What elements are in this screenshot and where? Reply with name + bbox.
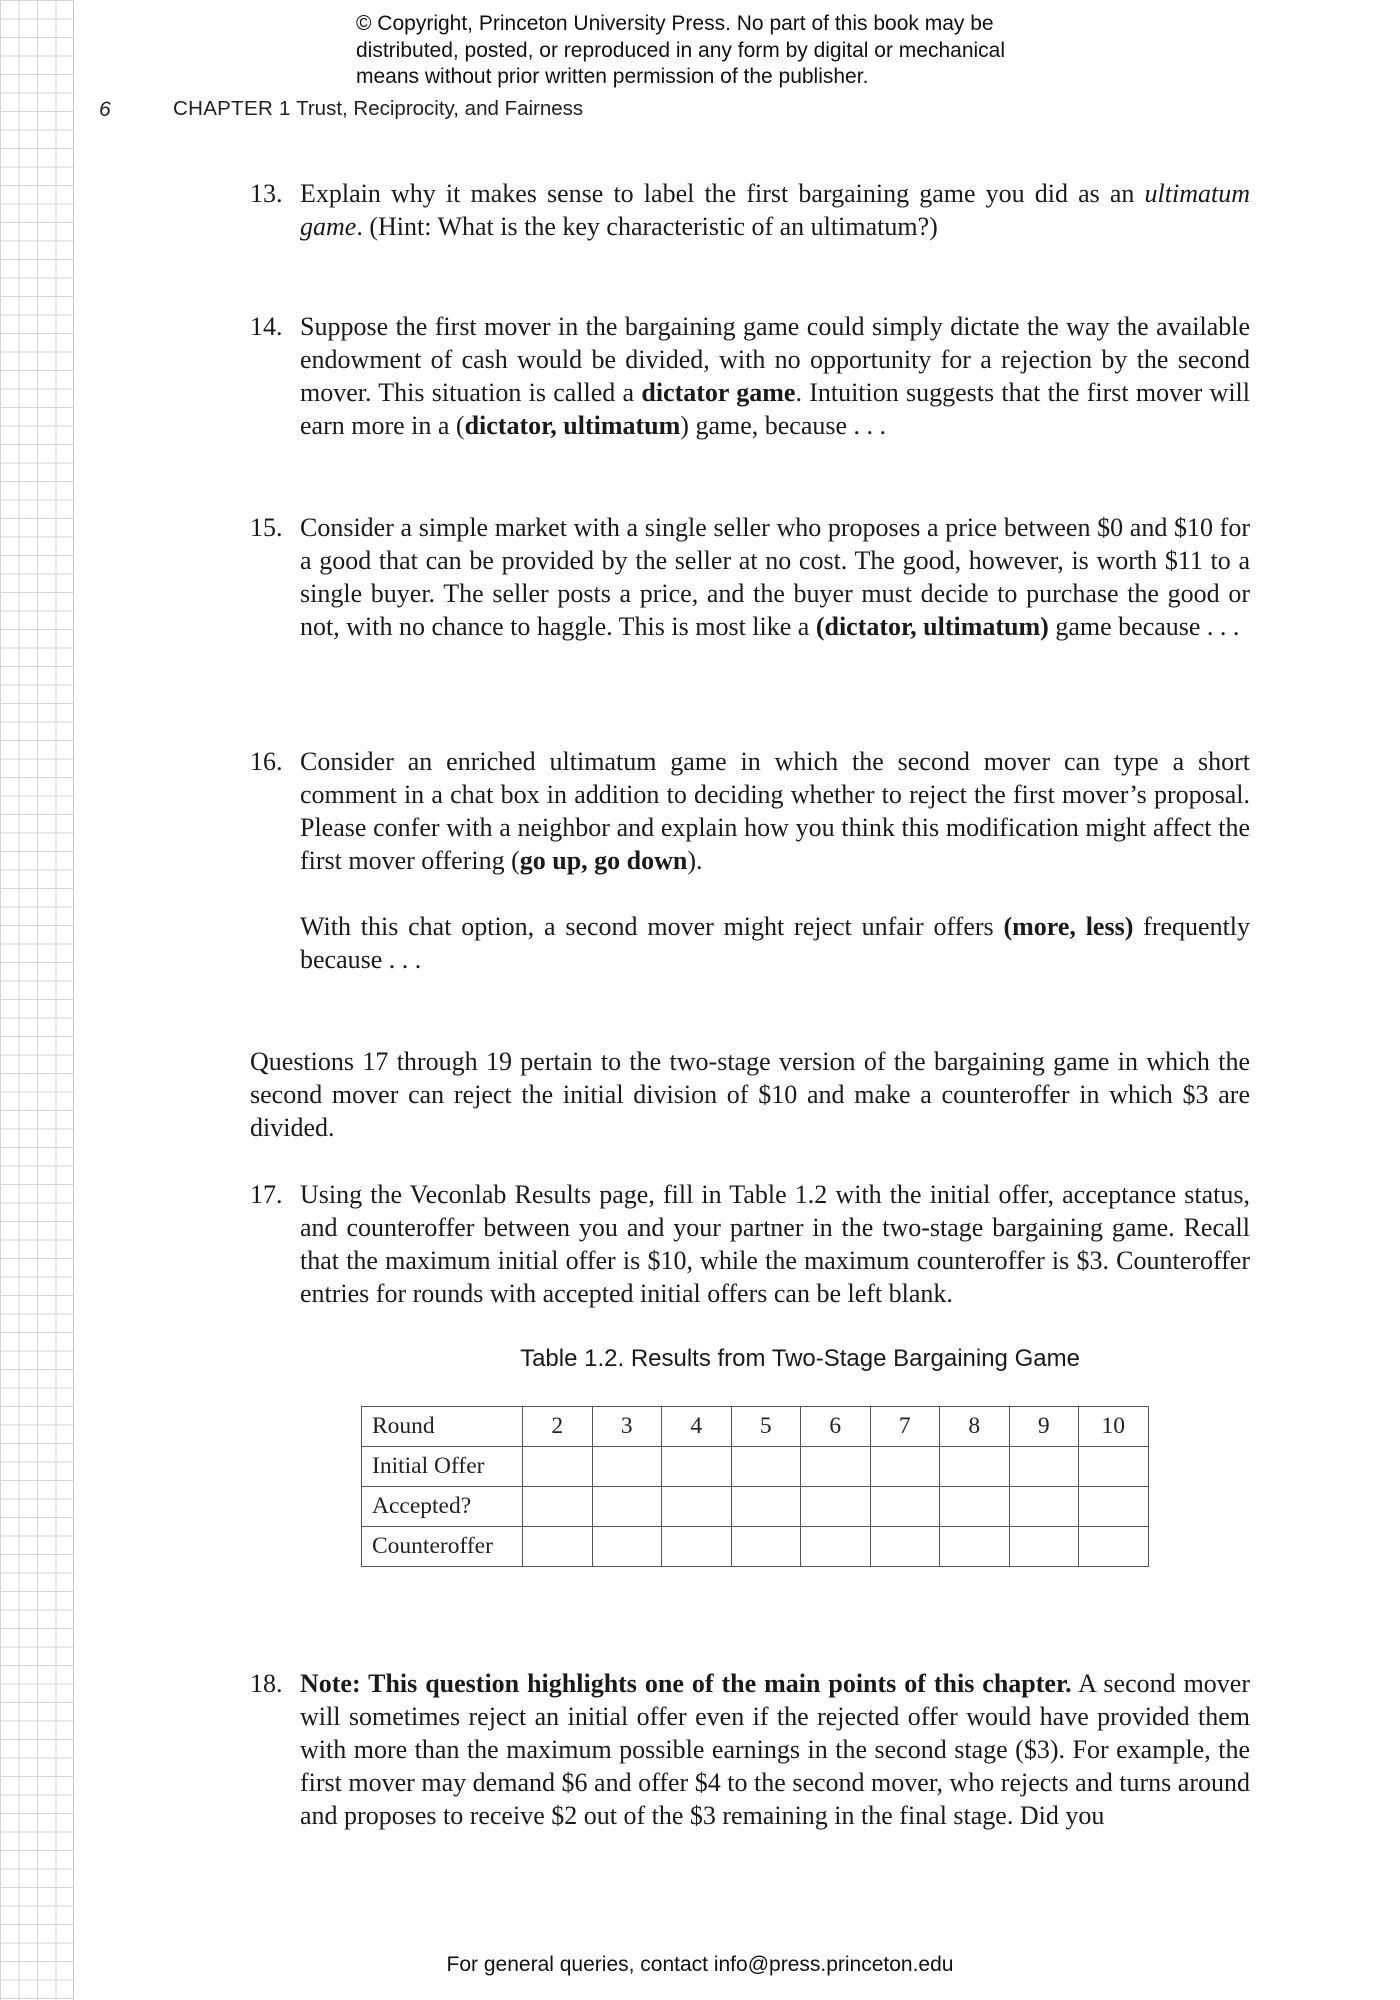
bold-term: dictator, ultimatum [464, 411, 681, 440]
blank-cell [523, 1487, 593, 1527]
blank-cell [662, 1447, 732, 1487]
blank-cell [1009, 1487, 1079, 1527]
section-intro: Questions 17 through 19 pertain to the two-stage version of the bargaining game in which the second mover can reject the initial division of $10 and make a counteroffer in which $3 are divided. [250, 1047, 1250, 1142]
question-15: 15. Consider a simple market with a single seller who proposes a price between $0 and $10 for a good that can be provided by the seller at no cost. The good, however, is worth $11 to a single buyer. The seller posts a price, and the buyer must decide to purchase the good or not, with no chance to haggle. This is most like a (dictator, ultimatum) game because . . . [250, 513, 1250, 641]
round-number: 8 [940, 1407, 1010, 1447]
round-number: 7 [870, 1407, 940, 1447]
blank-cell [731, 1527, 801, 1567]
round-number: 9 [1009, 1407, 1079, 1447]
question-number: 16. [250, 747, 283, 776]
copyright-line: © Copyright, Princeton University Press. No part of this book may be [356, 12, 994, 35]
round-number: 3 [592, 1407, 662, 1447]
grid-margin [0, 0, 74, 2000]
blank-cell [592, 1527, 662, 1567]
blank-cell [940, 1487, 1010, 1527]
question-16: 16. Consider an enriched ultimatum game in which the second mover can type a short comment in a chat box in addition to deciding whether to reject the first mover’s proposal. Please confer with a neighbor and explain how you think this modification might affect the first mover offering (go up, go down). With this chat option, a second mover might reject unfair offers (more, less) frequently because . . . [250, 747, 1251, 974]
blank-cell [801, 1487, 871, 1527]
bold-term: (more, less) [1003, 912, 1134, 941]
blank-cell [523, 1527, 593, 1567]
copyright-line: means without prior written permission of the publisher. [356, 65, 869, 88]
blank-cell [1009, 1527, 1079, 1567]
round-number: 6 [801, 1407, 871, 1447]
round-number: 2 [523, 1407, 593, 1447]
row-label: Accepted? [362, 1487, 523, 1527]
blank-cell [592, 1487, 662, 1527]
blank-cell [940, 1527, 1010, 1567]
blank-cell [870, 1487, 940, 1527]
row-label: Counteroffer [362, 1527, 523, 1567]
table-row [362, 1407, 1149, 1447]
chapter-title: Trust, Reciprocity, and Fairness [296, 97, 584, 120]
row-label: Initial Offer [362, 1447, 523, 1487]
row-label: Round [362, 1407, 523, 1447]
round-number: 4 [662, 1407, 732, 1447]
bold-note: Note: This question highlights one of the main points of this chapter. [300, 1669, 1072, 1698]
bold-term: (dictator, ultimatum) [815, 612, 1049, 641]
table-row [362, 1527, 1149, 1567]
blank-cell [1009, 1447, 1079, 1487]
copyright-notice [356, 11, 1116, 91]
question-17: 17. Using the Veconlab Results page, fill in Table 1.2 with the initial offer, acceptance status, and counteroffer between you and your partner in the two-stage bargaining game. Recall that the maximum initial offer is $10, while the maximum counteroffer is $3. Counteroffer entries for rounds with accepted initial offers can be left blank. [250, 1180, 1250, 1308]
round-number: 10 [1079, 1407, 1149, 1447]
blank-cell [801, 1527, 871, 1567]
blank-cell [662, 1527, 732, 1567]
blank-cell [1079, 1487, 1149, 1527]
round-number: 5 [731, 1407, 801, 1447]
blank-cell [940, 1447, 1010, 1487]
bold-term: dictator game [641, 378, 796, 407]
blank-cell [870, 1527, 940, 1567]
chapter-label: CHAPTER 1 [173, 97, 291, 120]
running-head [173, 97, 583, 121]
blank-cell [1079, 1447, 1149, 1487]
table-caption: Table 1.2. Results from Two-Stage Bargaining Game [520, 1345, 1080, 1372]
question-13: 13. Explain why it makes sense to label the first bargaining game you did as an ultimatum game. (Hint: What is the key characteristic of an ultimatum?) [250, 179, 1250, 241]
question-14: 14. Suppose the first mover in the bargaining game could simply dictate the way the available endowment of cash would be divided, with no opportunity for a rejection by the second mover. This situation is called a dictator game. Intuition suggests that the first mover will earn more in a (dictator, ultimatum) game, because . . . [250, 312, 1250, 440]
blank-cell [1079, 1527, 1149, 1567]
footer-contact: For general queries, contact info@press.princeton.edu [446, 1953, 954, 1976]
blank-cell [870, 1447, 940, 1487]
copyright-line: distributed, posted, or reproduced in any form by digital or mechanical [356, 38, 1006, 62]
blank-cell [731, 1487, 801, 1527]
table-row [362, 1447, 1149, 1487]
question-18: 18. Note: This question highlights one of the main points of this chapter. A second mover will sometimes reject an initial offer even if the rejected offer would have provided them with more than the maximum possible earnings in the second stage ($3). For example, the first mover may demand $6 and offer $4 to the second mover, who rejects and turns around and proposes to receive $2 out of the $3 remaining in the final stage. Did you [250, 1669, 1251, 1830]
page-number: 6 [99, 98, 111, 121]
italic-term: ultimatum game [300, 179, 1250, 241]
question-number: 18. [250, 1669, 283, 1698]
blank-cell [801, 1447, 871, 1487]
question-number: 13. [250, 179, 283, 208]
question-number: 15. [250, 513, 283, 542]
blank-cell [662, 1487, 732, 1527]
question-number: 14. [250, 312, 283, 341]
results-table [361, 1406, 1149, 1567]
table-row [362, 1487, 1149, 1527]
blank-cell [523, 1447, 593, 1487]
question-number: 17. [250, 1180, 283, 1209]
bold-term: go up, go down [519, 846, 688, 875]
blank-cell [592, 1447, 662, 1487]
blank-cell [731, 1447, 801, 1487]
